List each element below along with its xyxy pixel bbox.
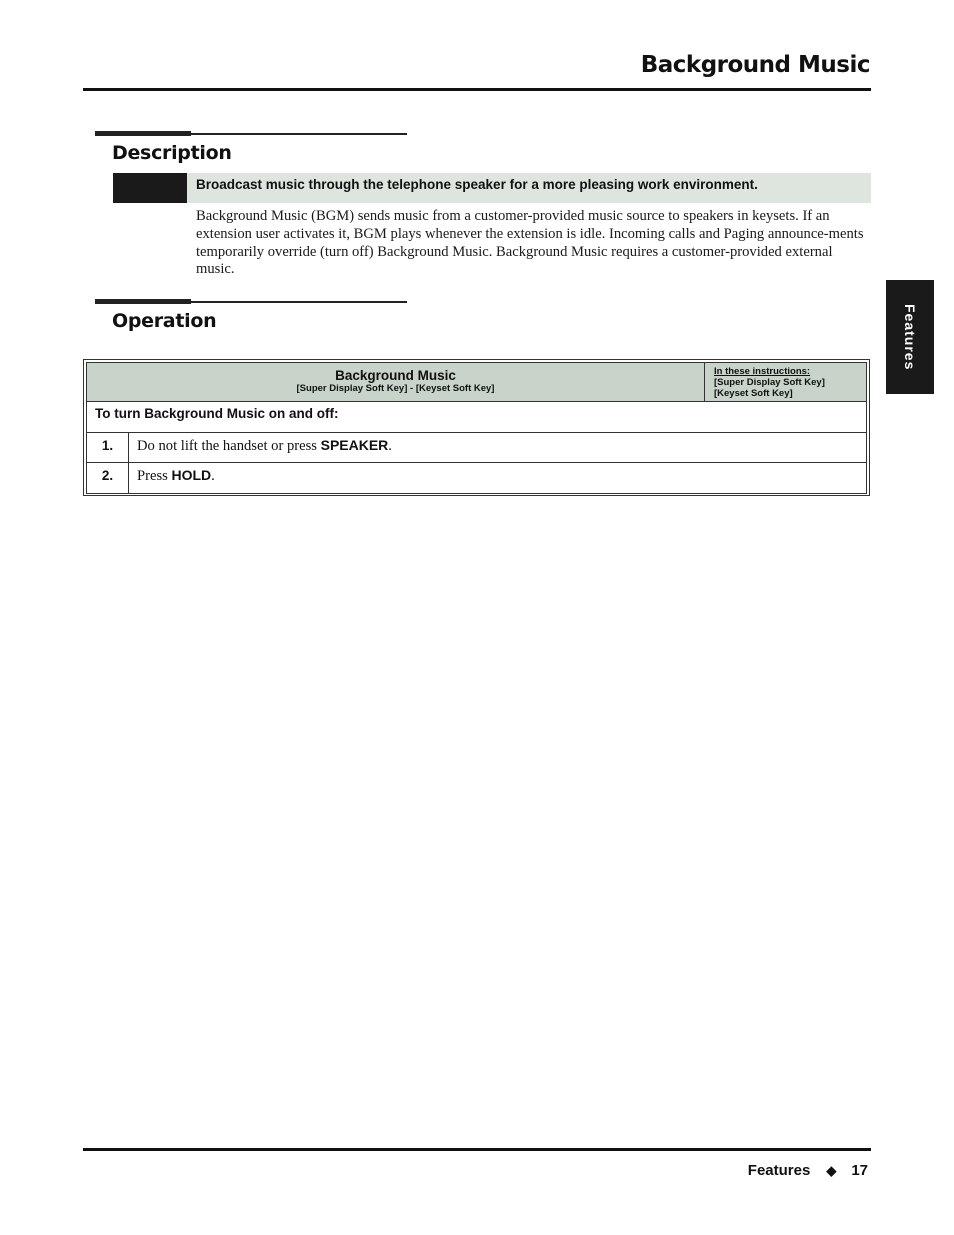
operation-table-legend bbox=[714, 366, 825, 399]
side-tab-label: Features bbox=[902, 303, 918, 371]
step-text-post: . bbox=[211, 468, 215, 484]
summary-text: Broadcast music through the telephone speaker for a more pleasing work environment. bbox=[187, 173, 871, 203]
operation-heading: Operation bbox=[112, 310, 217, 332]
operation-table-header-title-cell bbox=[87, 363, 705, 401]
legend-line: [Super Display Soft Key] bbox=[714, 377, 825, 388]
description-heading: Description bbox=[112, 142, 232, 164]
table-row bbox=[86, 433, 867, 463]
operation-intro: To turn Background Music on and off: bbox=[95, 406, 339, 421]
footer-section: Features bbox=[747, 1162, 811, 1179]
operation-table-subtitle: [Super Display Soft Key] - [Keyset Soft Key] bbox=[296, 383, 495, 394]
operation-table-header bbox=[86, 362, 867, 402]
footer-rule bbox=[83, 1148, 871, 1151]
step-number: 1. bbox=[87, 433, 129, 462]
step-key: SPEAKER bbox=[320, 437, 389, 453]
side-tab-features bbox=[886, 280, 934, 394]
step-key: HOLD bbox=[171, 467, 212, 483]
step-number: 2. bbox=[87, 463, 129, 493]
table-row-intro bbox=[86, 402, 867, 433]
table-row bbox=[86, 463, 867, 494]
step-text bbox=[137, 433, 392, 459]
page-title: Background Music bbox=[640, 52, 870, 78]
page-number: 17 bbox=[851, 1162, 868, 1179]
summary-black-block bbox=[113, 173, 187, 203]
step-text-pre: Do not lift the handset or press bbox=[137, 438, 321, 454]
step-text-post: . bbox=[388, 438, 392, 454]
step-text-pre: Press bbox=[137, 468, 172, 484]
step-text bbox=[137, 463, 215, 489]
operation-heading-bar-thin bbox=[95, 301, 407, 303]
operation-table bbox=[83, 359, 870, 496]
diamond-icon: ◆ bbox=[826, 1162, 837, 1178]
page-footer bbox=[748, 1162, 868, 1179]
description-body: Background Music (BGM) sends music from a customer-provided music source to speakers in keysets. If an extension user activates it, BGM plays whenever the extension is idle. Incoming calls and Paging announce-ments temporarily override (turn off) Background Music. Background Music requires a customer-provided external music. bbox=[196, 208, 864, 278]
summary-block bbox=[113, 173, 871, 203]
operation-table-inner bbox=[86, 362, 867, 493]
legend-line: [Keyset Soft Key] bbox=[714, 388, 793, 399]
legend-title: In these instructions: bbox=[714, 366, 811, 377]
header-rule bbox=[83, 88, 871, 91]
operation-table-title: Background Music bbox=[335, 368, 456, 383]
description-heading-bar-thin bbox=[95, 133, 407, 135]
